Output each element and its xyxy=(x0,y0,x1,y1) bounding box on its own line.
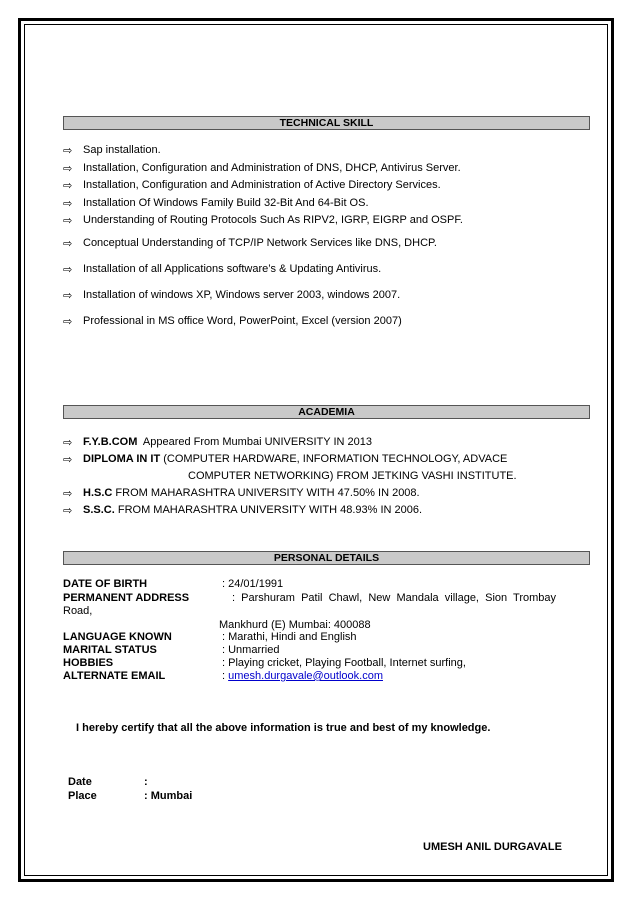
arrow-right-icon: ⇨ xyxy=(63,237,73,250)
arrow-right-icon: ⇨ xyxy=(63,196,73,210)
arrow-right-icon: ⇨ xyxy=(63,453,73,466)
arrow-right-icon: ⇨ xyxy=(63,315,73,328)
academia-list xyxy=(63,434,517,519)
list-item: ⇨ DIPLOMA IN IT (COMPUTER HARDWARE, INFORMATION TECHNOLOGY, ADVACE xyxy=(63,453,508,466)
list-item: ⇨ Installation Of Windows Family Build 32-Bit And 64-Bit OS. xyxy=(63,195,463,213)
list-item: ⇨ Understanding of Routing Protocols Such As RIPV2, IGRP, EIGRP and OSPF. xyxy=(63,212,463,230)
list-item: ⇨ Installation of windows XP, Windows server 2003, windows 2007. xyxy=(63,287,437,313)
alternate-email-row: : umesh.durgavale@outlook.com xyxy=(222,670,383,682)
list-item: ⇨ Installation, Configuration and Administration of DNS, DHCP, Antivirus Server. xyxy=(63,160,463,178)
list-item: ⇨ Installation of all Applications software’s & Updating Antivirus. xyxy=(63,261,437,287)
section-header-personal-details: PERSONAL DETAILS xyxy=(63,551,590,565)
address-value-cont: Road, xyxy=(63,605,93,617)
hobbies-label: HOBBIES xyxy=(63,657,114,669)
arrow-right-icon: ⇨ xyxy=(63,504,73,517)
arrow-right-icon: ⇨ xyxy=(63,487,73,500)
arrow-right-icon: ⇨ xyxy=(63,263,73,276)
list-item: ⇨ Sap installation. xyxy=(63,142,463,160)
address-label: PERMANENT ADDRESS xyxy=(63,592,190,604)
address-value: : Parshuram Patil Chawl, New Mandala village, Sion Trombay xyxy=(232,592,557,604)
language-label: LANGUAGE KNOWN xyxy=(63,631,172,643)
email-link[interactable]: umesh.durgavale@outlook.com xyxy=(228,670,383,682)
declaration-text: I hereby certify that all the above information is true and best of my knowledge. xyxy=(76,722,491,734)
place-label: Place xyxy=(68,790,97,802)
arrow-right-icon: ⇨ xyxy=(63,289,73,302)
arrow-right-icon: ⇨ xyxy=(63,179,73,192)
dob-value: : 24/01/1991 xyxy=(222,578,284,590)
arrow-right-icon: ⇨ xyxy=(63,436,73,449)
section-header-technical-skill: TECHNICAL SKILL xyxy=(63,116,590,130)
hobbies-value: : Playing cricket, Playing Football, Internet surfing, xyxy=(222,657,466,669)
marital-status-value: : Unmarried xyxy=(222,644,280,656)
dob-label: DATE OF BIRTH xyxy=(63,578,148,590)
list-item-continuation: COMPUTER NETWORKING) FROM JETKING VASHI INSTITUTE. xyxy=(188,470,517,482)
list-item: ⇨ H.S.C FROM MAHARASHTRA UNIVERSITY WITH 47.50% IN 2008. xyxy=(63,487,420,500)
technical-skill-list xyxy=(63,142,463,230)
date-value: : xyxy=(144,776,148,788)
address-value-line2: Mankhurd (E) Mumbai: 400088 xyxy=(219,619,371,631)
language-value: : Marathi, Hindi and English xyxy=(222,631,357,643)
list-item: ⇨ F.Y.B.COM Appeared From Mumbai UNIVERSITY IN 2013 xyxy=(63,436,372,449)
technical-skill-list-2 xyxy=(63,235,437,339)
alternate-email-label: ALTERNATE EMAIL xyxy=(63,670,166,682)
list-item: ⇨ Installation, Configuration and Administration of Active Directory Services. xyxy=(63,177,463,195)
list-item: ⇨ S.S.C. FROM MAHARASHTRA UNIVERSITY WITH 48.93% IN 2006. xyxy=(63,504,423,517)
list-item: ⇨ Conceptual Understanding of TCP/IP Network Services like DNS, DHCP. xyxy=(63,235,437,261)
section-header-academia: ACADEMIA xyxy=(63,405,590,419)
signature-name: UMESH ANIL DURGAVALE xyxy=(423,841,562,853)
date-label: Date xyxy=(68,776,92,788)
list-item: ⇨ Professional in MS office Word, PowerPoint, Excel (version 2007) xyxy=(63,313,437,339)
arrow-right-icon: ⇨ xyxy=(63,161,73,175)
arrow-right-icon: ⇨ xyxy=(63,214,73,227)
marital-status-label: MARITAL STATUS xyxy=(63,644,157,656)
arrow-right-icon: ⇨ xyxy=(63,144,73,157)
place-value: : Mumbai xyxy=(144,790,193,802)
